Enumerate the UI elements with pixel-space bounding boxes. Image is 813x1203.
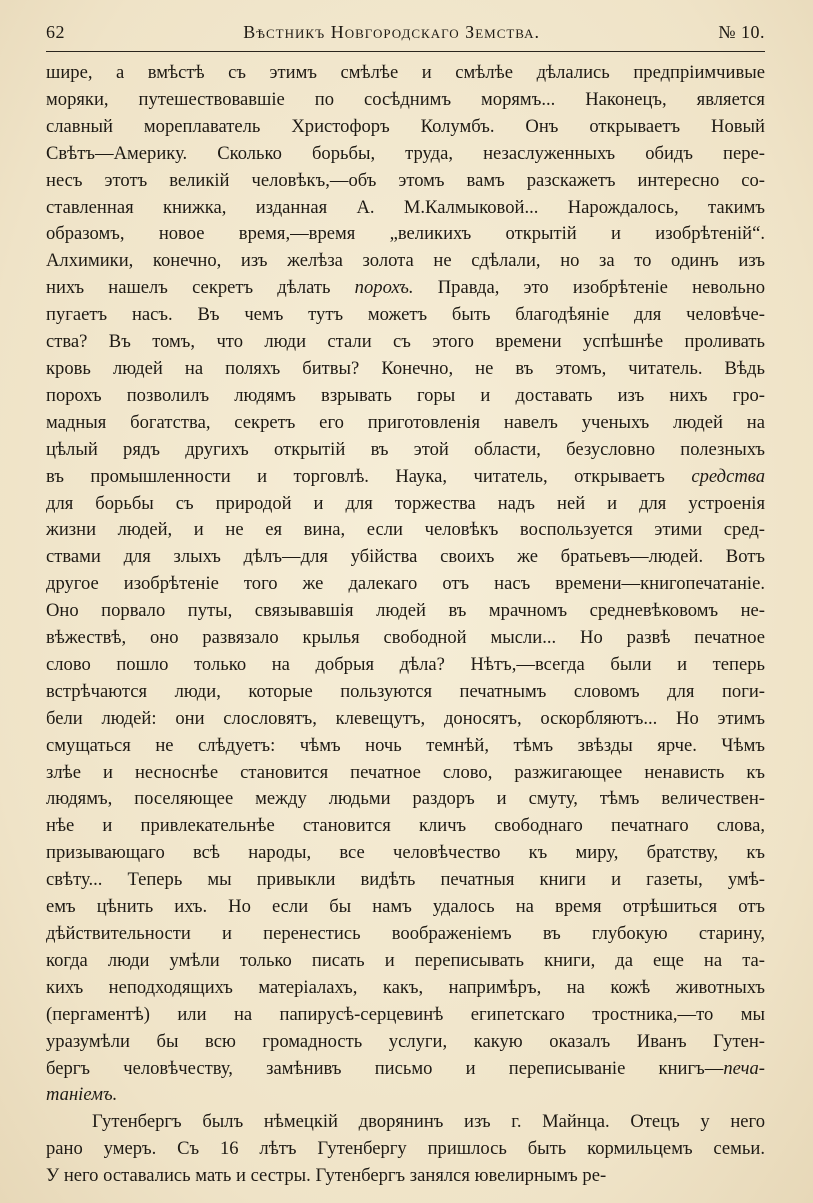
text-segment: нѣе и привлекательнѣе становится кличъ свободнаго печатнаго слова, [46, 815, 765, 837]
text-segment: когда люди умѣли только писать и переписывать книги, да еще на та- [46, 949, 765, 971]
italic-segment: печа- [723, 1057, 765, 1079]
text-segment: мадныя богатства, секретъ его приготовленія навелъ ученыхъ людей на [46, 411, 765, 433]
text-line [46, 168, 765, 195]
page-number: 62 [46, 22, 65, 42]
italic-segment: средства [691, 465, 765, 487]
text-line [46, 491, 765, 518]
text-segment: вѣжествѣ, оно развязало крылья свободной мысли... Но развѣ печатное [46, 627, 765, 649]
text-line [46, 114, 765, 141]
text-segment: въ промышленности и торговлѣ. Наука, читатель, открываетъ [46, 465, 692, 487]
text-line [46, 1163, 765, 1190]
text-line [46, 1082, 765, 1109]
text-segment: другое изобрѣтеніе того же далекаго отъ насъ времени—книгопечатаніе. [46, 573, 765, 595]
text-segment: рано умеръ. Съ 16 лѣтъ Гутенбергу пришлось быть кормильцемъ семьи. [46, 1138, 765, 1160]
text-line [46, 652, 765, 679]
italic-segment: таніемъ. [46, 1084, 118, 1106]
text-segment: Алхимики, конечно, изъ желѣза золота не сдѣлали, но за то одинъ изъ [46, 250, 765, 272]
text-segment: смущаться не слѣдуетъ: чѣмъ ночь темнѣй, тѣмъ звѣзды ярче. Чѣмъ [46, 734, 765, 756]
text-segment: образомъ, новое время,—время „великихъ открытій и изобрѣтеній“. [46, 223, 765, 245]
text-line [46, 679, 765, 706]
paragraph [46, 1109, 765, 1190]
text-line [46, 948, 765, 975]
paragraph [46, 60, 765, 1109]
text-segment: злѣе и несноснѣе становится печатное слово, разжигающее ненависть къ [46, 761, 765, 783]
text-segment: людямъ, поселяющее между людьми раздоръ и смуту, тѣмъ величествен- [46, 788, 765, 810]
text-segment: Оно порвало путы, связывавшія людей въ мрачномъ средневѣковомъ не- [46, 600, 765, 622]
text-line [46, 760, 765, 787]
text-line [46, 867, 765, 894]
text-line [46, 464, 765, 491]
text-line [46, 975, 765, 1002]
text-segment: моряки, путешествовавшіе по сосѣднимъ морямъ... Наконецъ, является [46, 88, 765, 110]
text-segment: несъ этотъ великій человѣкъ,—объ этомъ вамъ разскажетъ интересно со- [46, 169, 765, 191]
journal-title: Вѣстникъ Новгородскаго Земства. [243, 22, 541, 42]
text-segment: ширe, а вмѣстѣ съ этимъ смѣлѣе и смѣлѣе дѣлались предпріимчивые [46, 62, 765, 83]
text-line [46, 275, 765, 302]
text-line [46, 1136, 765, 1163]
text-segment: кихъ неподходящихъ матеріалахъ, какъ, напримѣръ, на кожѣ животныхъ [46, 976, 765, 998]
text-line [46, 437, 765, 464]
text-segment: для борьбы съ природой и для торжества надъ ней и для устроенія [46, 492, 765, 514]
text-line [46, 1109, 765, 1136]
issue-number: № 10. [718, 22, 765, 42]
text-line [46, 87, 765, 114]
text-line [46, 544, 765, 571]
text-segment: Свѣтъ—Америку. Сколько борьбы, труда, незаслуженныхъ обидъ пере- [46, 142, 765, 164]
text-segment: жизни людей, и не ея вина, если человѣкъ воспользуется этими сред- [46, 519, 765, 541]
text-line [46, 1056, 765, 1083]
text-line [46, 840, 765, 867]
text-line [46, 221, 765, 248]
article-body [46, 60, 765, 1190]
text-line [46, 894, 765, 921]
text-line [46, 60, 765, 87]
text-line [46, 733, 765, 760]
text-line [46, 598, 765, 625]
text-line [46, 517, 765, 544]
text-segment: свѣту... Теперь мы привыкли видѣть печатныя книги и газеты, умѣ- [46, 869, 765, 891]
text-segment: дѣйствительности и перенестись воображеніемъ въ глубокую старину, [46, 923, 765, 944]
text-line [46, 383, 765, 410]
text-segment: цѣлый рядъ другихъ открытій въ этой области, безусловно полезныхъ [46, 438, 765, 460]
text-segment: кровь людей на поляхъ битвы? Конечно, не въ этомъ, читатель. Вѣдь [46, 357, 765, 379]
text-line [46, 141, 765, 168]
text-line [46, 302, 765, 329]
text-segment: бергъ человѣчеству, замѣнивъ письмо и переписываніе книгъ— [46, 1057, 724, 1079]
running-header [46, 22, 765, 52]
text-segment: славный мореплаватель Христофоръ Колумбъ. Онъ открываетъ Новый [46, 115, 765, 137]
text-line [46, 1029, 765, 1056]
text-segment: бели людей: они слословятъ, клевещутъ, доносятъ, оскорбляютъ... Но этимъ [46, 707, 765, 729]
text-line [46, 625, 765, 652]
text-line [46, 410, 765, 437]
text-segment: ставленная книжка, изданная А. М.Калмыковой... Нарождалось, такимъ [46, 196, 765, 218]
text-segment: нихъ нашелъ секретъ дѣлать [46, 277, 355, 299]
text-line [46, 786, 765, 813]
text-segment: У него оставались мать и сестры. Гутенбергъ занялся ювелирнымъ ре- [46, 1165, 607, 1187]
text-line [46, 813, 765, 840]
text-line [46, 329, 765, 356]
text-segment: слово пошло только на добрыя дѣла? Нѣтъ,—всегда были и теперь [46, 653, 765, 675]
text-segment: (пергаментѣ) или на папирусѣ-серцевинѣ египетскаго тростника,—то мы [46, 1003, 765, 1025]
text-line [46, 706, 765, 733]
text-segment: Правда, это изобрѣтеніе невольно [413, 277, 766, 299]
italic-segment: порохъ. [354, 277, 414, 299]
text-segment: ства? Въ томъ, что люди стали съ этого времени успѣшнѣе проливать [46, 331, 765, 353]
text-line [46, 248, 765, 275]
text-line [46, 356, 765, 383]
text-segment: Гутенбергъ былъ нѣмецкій дворянинъ изъ г. Майнца. Отецъ у него [92, 1111, 765, 1133]
text-segment: ствами для злыхъ дѣлъ—для убійства своихъ же братьевъ—людей. Вотъ [46, 546, 765, 568]
text-line [46, 195, 765, 222]
text-segment: уразумѣли бы всю громадность услуги, какую оказалъ Иванъ Гутен- [46, 1030, 765, 1052]
text-segment: емъ цѣнить ихъ. Но если бы намъ удалось на время отрѣшиться отъ [46, 896, 765, 918]
text-segment: призывающаго всѣ народы, все человѣчество къ миру, братству, къ [46, 842, 765, 864]
text-segment: пугаетъ насъ. Въ чемъ тутъ можетъ быть благодѣяніе для человѣче- [46, 304, 765, 326]
text-line [46, 1002, 765, 1029]
text-line [46, 921, 765, 948]
text-segment: порохъ позволилъ людямъ взрывать горы и доставать изъ нихъ гро- [46, 384, 765, 406]
text-segment: встрѣчаются люди, которые пользуются печатнымъ словомъ для поги- [46, 680, 765, 702]
text-line [46, 571, 765, 598]
